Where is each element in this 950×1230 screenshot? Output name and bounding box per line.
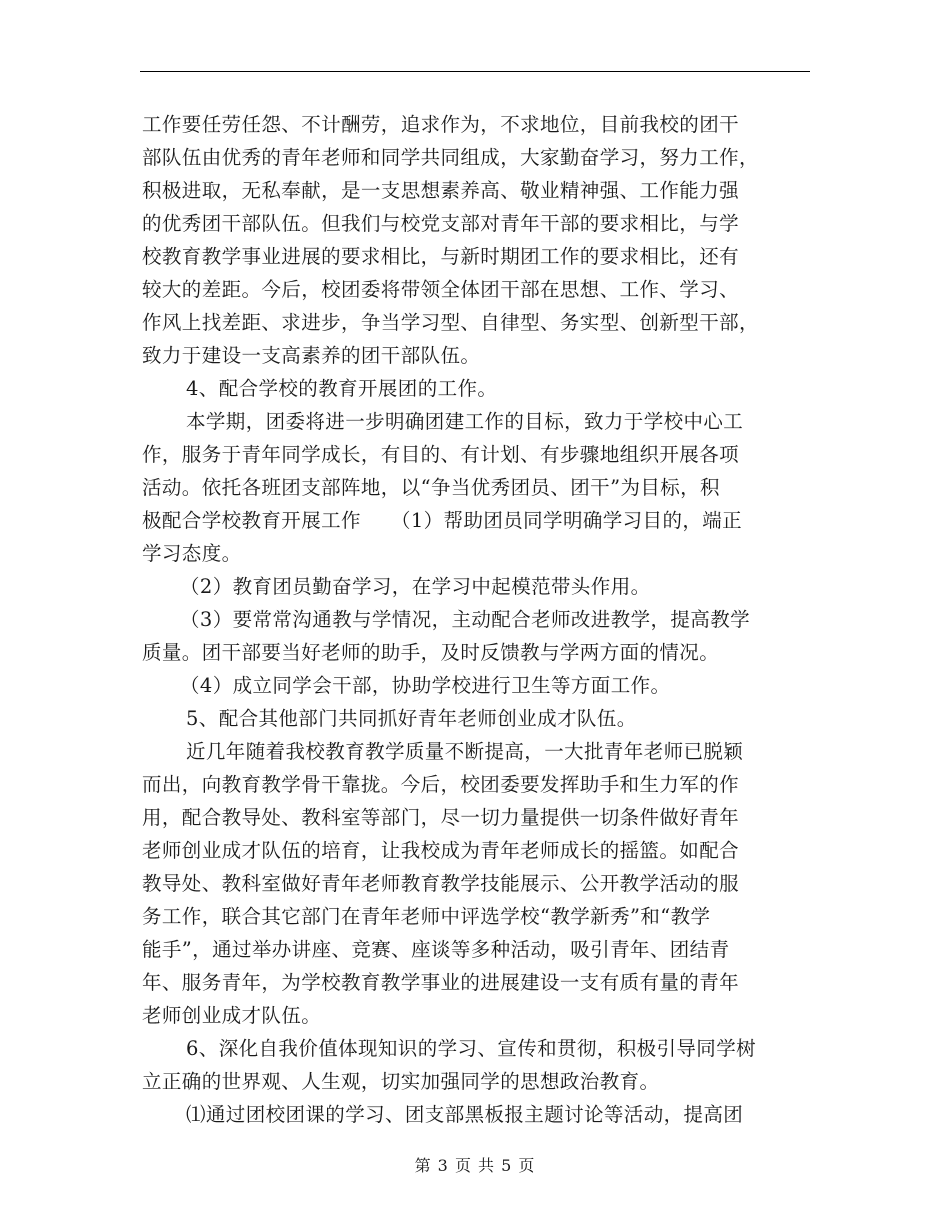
text-line: 质量。团干部要当好老师的助手，及时反馈教与学两方面的情况。 <box>142 641 720 664</box>
text-line: 近几年随着我校教育教学质量不断提高，一大批青年老师已脱颖 <box>186 740 744 763</box>
text-line: 用，配合教导处、教科室等部门，尽一切力量提供一切条件做好青年 <box>142 806 740 829</box>
text-line: 能手”，通过举办讲座、竞赛、座谈等多种活动，吸引青年、团结青 <box>142 938 730 961</box>
text-line: 学习态度。 <box>142 542 242 565</box>
list-item: （4）成立同学会干部，协助学校进行卫生等方面工作。 <box>180 674 671 697</box>
list-item: （3）要常常沟通教与学情况，主动配合老师改进教学，提高教学 <box>180 608 751 631</box>
section-heading-5: 5、配合其他部门共同抓好青年老师创业成才队伍。 <box>186 707 637 730</box>
list-item: ⑴通过团校团课的学习、团支部黑板报主题讨论等活动，提高团 <box>186 1103 744 1126</box>
text-line: 教导处、教科室做好青年老师教育教学技能展示、公开教学活动的服 <box>142 872 740 895</box>
text-line: 活动。依托各班团支部阵地，以“争当优秀团员、团干”为目标，积 <box>142 476 720 499</box>
text-line: 作，服务于青年同学成长，有目的、有计划、有步骤地组织开展各项 <box>142 443 740 466</box>
section-heading-4: 4、配合学校的教育开展团的工作。 <box>186 377 498 400</box>
text-line: 较大的差距。今后，校团委将带领全体团干部在思想、工作、学习、 <box>142 278 740 301</box>
header-rule <box>140 71 810 72</box>
text-line: 务工作，联合其它部门在青年老师中评选学校“教学新秀”和“教学 <box>142 905 711 928</box>
text-line: 部队伍由优秀的青年老师和同学共同组成，大家勤奋学习，努力工作， <box>142 146 759 169</box>
text-line: 校教育教学事业进展的要求相比，与新时期团工作的要求相比，还有 <box>142 245 740 268</box>
text-line: 的优秀团干部队伍。但我们与校党支部对青年干部的要求相比，与学 <box>142 212 740 235</box>
section-heading-6: 6、深化自我价值体现知识的学习、宣传和贯彻，积极引导同学树 <box>186 1037 757 1060</box>
text-line: 立正确的世界观、人生观，切实加强同学的思想政治教育。 <box>142 1070 660 1093</box>
list-item: （2）教育团员勤奋学习，在学习中起模范带头作用。 <box>180 575 651 598</box>
text-line: 老师创业成才队伍的培育，让我校成为青年老师成长的摇篮。如配合 <box>142 839 740 862</box>
text-line: 年、服务青年，为学校教育教学事业的进展建设一支有质有量的青年 <box>142 971 740 994</box>
text-line: 积极进取，无私奉献，是一支思想素养高、敬业精神强、工作能力强 <box>142 179 740 202</box>
text-line: 作风上找差距、求进步，争当学习型、自律型、务实型、创新型干部， <box>142 311 759 334</box>
page-number-footer: 第 3 页 共 5 页 <box>414 1156 536 1175</box>
text-line: 工作要任劳任怨、不计酬劳，追求作为，不求地位，目前我校的团干 <box>142 113 740 136</box>
text-line: 而出，向教育教学骨干靠拢。今后，校团委要发挥助手和生力军的作 <box>142 773 740 796</box>
text-line: 致力于建设一支高素养的团干部队伍。 <box>142 344 481 367</box>
text-line: 极配合学校教育开展工作 （1）帮助团员同学明确学习目的，端正 <box>142 509 743 532</box>
text-line: 老师创业成才队伍。 <box>142 1004 322 1027</box>
text-line: 本学期，团委将进一步明确团建工作的目标，致力于学校中心工 <box>186 410 744 433</box>
